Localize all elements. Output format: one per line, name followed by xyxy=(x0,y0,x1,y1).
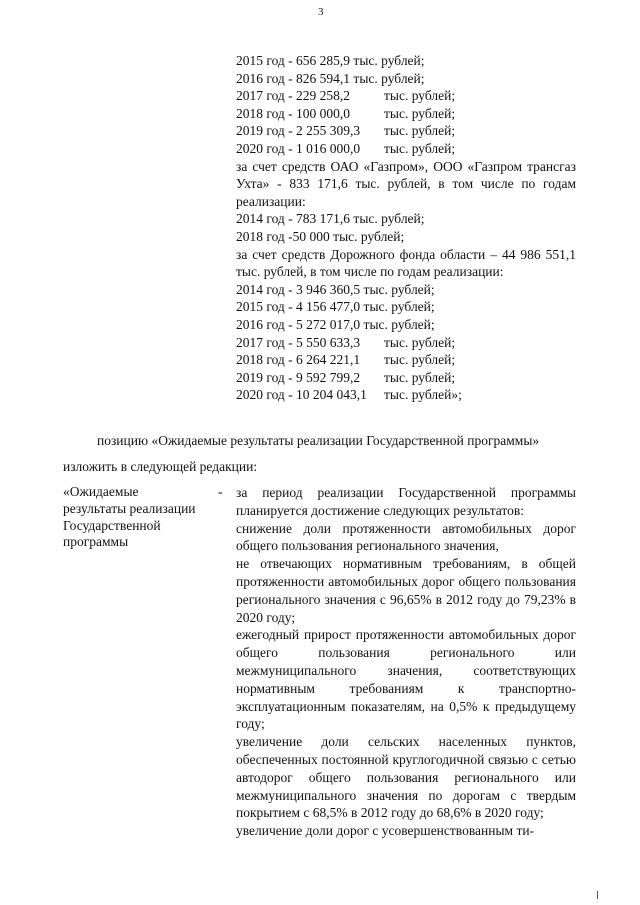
funding-line: 2019 год - 2 255 309,3 тыс. рублей; xyxy=(236,123,456,139)
funding-line: 2019 год - 9 592 799,2 тыс. рублей; xyxy=(236,369,456,385)
page-number: 3 xyxy=(318,6,324,18)
road-fund-text: за счет средств Дорожного фонда области – 44 986 551,1 тыс. рублей, в том числе по годам реализации: xyxy=(236,246,576,280)
funding-line: 2018 год - 100 000,0 тыс. рублей; xyxy=(236,105,456,121)
funding-line: 2017 год - 229 258,2 тыс. рублей; xyxy=(236,88,456,104)
funding-line: 2020 год - 10 204 043,1 тыс. рублей»; xyxy=(236,387,462,403)
row-dash: - xyxy=(218,484,223,499)
results-paragraph: увеличение доли сельских населенных пунктов, обеспеченных постоянной круглогодичной связью с сетью автодорог общего пользования регионального или межмуниципального значения по дорогам с твердым покрытием с 68,5% в 2012 году до 68,6% в 2020 году; xyxy=(236,734,576,821)
results-paragraph: за период реализации Государственной программы планируется достижение следующих результатов: xyxy=(236,485,576,518)
funding-line: 2015 год - 4 156 477,0 тыс. рублей; xyxy=(236,299,435,315)
results-paragraph: не отвечающих нормативным требованиям, в общей протяженности автомобильных дорог общего пользования регионального значения с 96,65% в 2012 году до 79,23% в 2020 году; xyxy=(236,556,576,625)
funding-line: 2017 год - 5 550 633,3 тыс. рублей; xyxy=(236,334,456,350)
gazprom-year-line: 2018 год -50 000 тыс. рублей; xyxy=(236,228,405,244)
scan-mark xyxy=(597,891,598,899)
instruction-line: изложить в следующей редакции: xyxy=(63,459,258,474)
funding-line: 2014 год - 3 946 360,5 тыс. рублей; xyxy=(236,281,435,297)
gazprom-text: за счет средств ОАО «Газпром», ООО «Газпром трансгаз Ухта» - 833 171,6 тыс. рублей, в том числе по годам реализации: xyxy=(236,158,576,209)
gazprom-year-line: 2014 год - 783 171,6 тыс. рублей; xyxy=(236,211,425,227)
results-paragraph: увеличение доли дорог с усовершенствованным ти- xyxy=(236,823,535,839)
funding-line: 2018 год - 6 264 221,1 тыс. рублей; xyxy=(236,352,456,368)
funding-column xyxy=(236,52,576,404)
funding-line: 2016 год - 5 272 017,0 тыс. рублей; xyxy=(236,316,435,332)
results-paragraph: снижение доли протяженности автомобильных дорог общего пользования регионального значения, xyxy=(236,520,576,554)
funding-line: 2016 год - 826 594,1 тыс. рублей; xyxy=(236,70,425,86)
position-line: позицию «Ожидаемые результаты реализации Государственной программы» xyxy=(97,433,540,448)
funding-line: 2020 год - 1 016 000,0 тыс. рублей; xyxy=(236,140,456,156)
expected-results xyxy=(236,484,576,840)
funding-years-1 xyxy=(236,52,576,158)
road-fund-years xyxy=(236,281,576,404)
row-label: «Ожидаемые результаты реализации Государственной программы xyxy=(63,484,196,550)
funding-line: 2015 год - 656 285,9 тыс. рублей; xyxy=(236,53,425,68)
results-paragraph: ежегодный прирост протяженности автомобильных дорог общего пользования регионального или межмуниципального значения, соответствующих нормативным требованиям к транспортно-эксплуатационным показателям, на 0,5% к предыдущему году; xyxy=(236,627,576,732)
